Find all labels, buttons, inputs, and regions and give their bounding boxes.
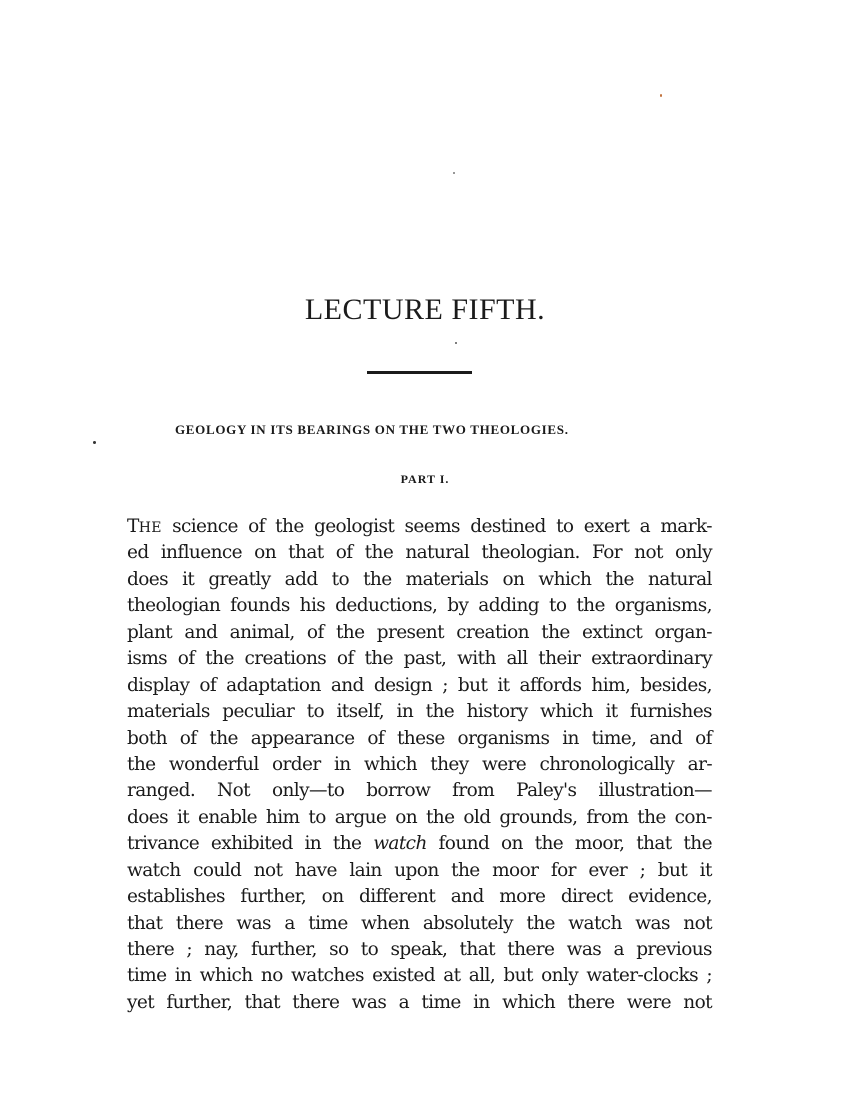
body-word: that (459, 939, 495, 960)
body-word: in (174, 965, 192, 987)
body-word: in (304, 833, 322, 855)
body-word: of (179, 727, 197, 749)
body-word: the (534, 833, 564, 855)
body-word: present (376, 621, 444, 643)
body-word: theologian (127, 595, 221, 617)
body-word: con- (674, 806, 712, 828)
body-line (127, 990, 712, 1016)
body-word: from (452, 780, 495, 802)
body-word: of (335, 542, 353, 564)
body-word: only—to (271, 780, 345, 802)
body-word: found (438, 833, 490, 855)
body-word: not (253, 859, 283, 881)
body-word: greatly (208, 568, 271, 590)
body-word: direct (560, 886, 613, 908)
body-word: only (674, 542, 712, 564)
body-word: ar- (687, 753, 712, 775)
body-word: argue (334, 806, 387, 828)
body-word: the (335, 621, 365, 643)
body-word: adaptation (226, 674, 321, 696)
body-word: the (605, 568, 634, 590)
body-line (127, 567, 712, 593)
body-line (127, 911, 712, 937)
body-word: which (199, 965, 253, 987)
body-word: that (288, 542, 324, 564)
body-line (127, 699, 712, 725)
body-word: a (613, 939, 624, 960)
body-word: ever (588, 859, 628, 881)
body-word: ; (706, 965, 712, 987)
body-word: was (635, 912, 670, 934)
body-word: plant (127, 621, 173, 643)
body-word: ; (186, 939, 193, 960)
body-word: previous (636, 939, 712, 960)
body-word: when (361, 912, 410, 934)
body-word: they (430, 753, 469, 775)
body-line (127, 726, 712, 752)
body-word: lain (349, 859, 382, 881)
body-word: there (127, 939, 175, 960)
body-word: was (236, 912, 271, 934)
body-word: it (699, 859, 712, 881)
body-word: ; (442, 674, 448, 696)
section-subtitle: GEOLOGY IN ITS BEARINGS ON THE TWO THEOLOGIES. (175, 422, 569, 437)
italic-word: watch (373, 833, 427, 855)
body-word: in (396, 701, 414, 723)
body-word: on (395, 806, 418, 828)
body-word: these (396, 727, 445, 749)
body-word: creations (244, 648, 327, 670)
paper-speck (660, 94, 662, 97)
body-word: there (567, 991, 615, 1013)
body-word: which (540, 701, 593, 723)
body-word: extinct (582, 621, 643, 643)
body-word: both (127, 727, 167, 749)
body-word: not (634, 542, 663, 564)
body-word: past, (403, 648, 447, 670)
lead-word (127, 514, 162, 540)
body-word: have (294, 859, 337, 881)
body-word: was (566, 939, 602, 960)
body-word: the (637, 806, 666, 828)
body-word: different (359, 886, 436, 908)
body-word: him (265, 806, 300, 828)
body-word: not (683, 991, 712, 1013)
body-word: besides, (640, 674, 712, 696)
body-word: the (364, 542, 394, 564)
body-word: there (507, 939, 555, 960)
body-word: further, (166, 991, 233, 1013)
body-word: all, (468, 965, 496, 987)
body-word: geologist (313, 516, 395, 537)
body-word: grounds, (499, 806, 578, 828)
body-word: moor (492, 859, 539, 881)
body-paragraph (127, 514, 712, 1016)
body-word: by (447, 595, 469, 617)
body-word: and (450, 886, 484, 908)
body-word: that (636, 833, 672, 855)
body-word: were (626, 991, 671, 1013)
body-word: For (591, 542, 622, 564)
body-word: chronologically (539, 753, 675, 775)
body-word: watch (568, 912, 622, 934)
paper-speck (455, 342, 457, 344)
body-word: could (193, 859, 242, 881)
body-word: and (184, 621, 218, 643)
body-word: exert (583, 516, 630, 537)
body-word: on (501, 833, 523, 855)
body-word: trivance (127, 833, 200, 855)
body-word: absolutely (422, 912, 513, 934)
body-word: it (605, 701, 618, 723)
body-word: peculiar (222, 701, 295, 723)
body-word: establishes (127, 886, 225, 908)
body-word: of (248, 516, 265, 537)
body-word: of (367, 727, 385, 749)
lead-word-initial: T (127, 516, 139, 537)
body-word: him, (591, 674, 631, 696)
body-word: it (497, 674, 510, 696)
body-word: the (275, 516, 304, 537)
body-word: at (443, 965, 461, 987)
body-word: the (425, 806, 455, 828)
body-word: seems (404, 516, 460, 537)
body-word: display (127, 674, 190, 696)
body-word: the (205, 648, 234, 670)
body-word: moor, (574, 833, 625, 855)
body-word: to (360, 939, 379, 960)
paper-speck (453, 172, 455, 174)
body-word: history (466, 701, 528, 723)
body-word: the (332, 833, 362, 855)
body-word: the (526, 912, 555, 934)
body-word: existed (372, 965, 435, 987)
body-word: borrow (366, 780, 431, 802)
body-word: itself, (336, 701, 385, 723)
body-line (127, 937, 712, 963)
body-word: time, (591, 727, 637, 749)
body-word: the (209, 727, 238, 749)
body-word: organ- (654, 621, 712, 643)
body-word: the (683, 833, 712, 855)
lecture-title: LECTURE FIFTH. (304, 293, 546, 326)
body-word: but (503, 965, 533, 987)
body-word: was (351, 991, 387, 1013)
body-line (127, 646, 712, 672)
body-word: but (657, 859, 688, 881)
body-word: of (199, 674, 217, 696)
body-word: illustration— (598, 780, 712, 802)
body-line (127, 514, 712, 540)
body-word: science (172, 516, 238, 537)
body-word: there (175, 912, 223, 934)
body-word: to (306, 701, 325, 723)
body-word: old (463, 806, 491, 828)
body-word: does (127, 806, 169, 828)
body-word: ed (127, 542, 149, 564)
body-word: of (695, 727, 712, 749)
body-word: and (330, 674, 364, 696)
body-word: which (502, 991, 556, 1013)
body-word: and (649, 727, 683, 749)
body-word: appearance (250, 727, 355, 749)
body-word: upon (394, 859, 439, 881)
body-word: on (502, 568, 525, 590)
body-word: of (177, 648, 195, 670)
body-word: of (336, 648, 354, 670)
body-word: his (299, 595, 326, 617)
body-word: the (451, 859, 480, 881)
body-word: more (499, 886, 546, 908)
body-word: evidence, (628, 886, 712, 908)
body-word: but (457, 674, 488, 696)
body-word: in (333, 753, 351, 775)
body-word: adding (478, 595, 540, 617)
body-word: theologian. (481, 542, 580, 564)
body-word: ; (639, 859, 646, 881)
body-word: the (576, 595, 605, 617)
body-word: Paley's (516, 780, 577, 802)
body-word: watches (291, 965, 364, 987)
body-word: order (272, 753, 321, 775)
body-line (127, 778, 712, 804)
body-word: destined (470, 516, 546, 537)
body-word: extraordinary (591, 648, 712, 670)
body-word: a (398, 991, 409, 1013)
body-word: natural (405, 542, 470, 564)
body-word: organisms (457, 727, 550, 749)
body-word: mark- (660, 516, 712, 537)
body-word: so (329, 939, 349, 960)
body-word: that (127, 912, 163, 934)
body-word: ranged. (127, 780, 196, 802)
body-word: there (292, 991, 340, 1013)
body-word: on (321, 886, 344, 908)
body-word: further, (240, 886, 307, 908)
body-word: natural (647, 568, 712, 590)
body-word: isms (127, 648, 168, 670)
body-word: furnishes (630, 701, 712, 723)
body-word: with (457, 648, 496, 670)
body-line (127, 805, 712, 831)
paper-speck (93, 441, 96, 444)
body-word: that (244, 991, 280, 1013)
body-word: no (260, 965, 283, 987)
body-word: speak, (390, 939, 448, 960)
body-line (127, 858, 712, 884)
body-word: a (639, 516, 651, 537)
body-word: add (284, 568, 318, 590)
body-word: enable (198, 806, 258, 828)
body-word: the (363, 568, 392, 590)
body-word: does (127, 568, 169, 590)
body-word: all (506, 648, 528, 670)
body-word: to (308, 806, 326, 828)
body-word: from (586, 806, 629, 828)
body-word: were (481, 753, 527, 775)
body-word: time (308, 912, 348, 934)
body-word: further, (251, 939, 317, 960)
body-word: time (127, 965, 167, 987)
body-word: on (254, 542, 277, 564)
body-word: their (538, 648, 581, 670)
lead-word-rest: HE (138, 520, 162, 536)
body-word: exhibited (210, 833, 293, 855)
body-word: which (538, 568, 592, 590)
body-word: organisms, (614, 595, 712, 617)
body-word: influence (160, 542, 243, 564)
body-word: to (549, 595, 567, 617)
body-word: not (683, 912, 712, 934)
body-word: a (284, 912, 295, 934)
body-word: the (364, 648, 393, 670)
body-word: creation (456, 621, 529, 643)
body-word: wonderful (168, 753, 259, 775)
body-word: to (331, 568, 350, 590)
body-word: of (306, 621, 324, 643)
body-word: materials (405, 568, 489, 590)
body-word: nay, (204, 939, 239, 960)
body-line (127, 540, 712, 566)
body-word: which (363, 753, 417, 775)
body-line (127, 620, 712, 646)
body-word: it (176, 806, 190, 828)
body-line (127, 963, 712, 989)
body-word: it (182, 568, 195, 590)
body-word: Not (217, 780, 251, 802)
body-word: in (562, 727, 579, 749)
body-word: deductions, (335, 595, 438, 617)
body-word: in (473, 991, 490, 1013)
body-word: founds (230, 595, 290, 617)
title-rule (367, 371, 472, 374)
body-word: the (541, 621, 570, 643)
body-word: animal, (229, 621, 295, 643)
body-word: for (550, 859, 576, 881)
body-line (127, 752, 712, 778)
body-word: only (541, 965, 579, 987)
body-word: water-clocks (586, 965, 699, 987)
part-label: PART I. (400, 472, 450, 486)
body-line (127, 884, 712, 910)
body-word: watch (127, 859, 181, 881)
body-line (127, 593, 712, 619)
body-word: time (421, 991, 461, 1013)
body-word: the (127, 753, 156, 775)
body-word: design (373, 674, 433, 696)
body-word: affords (519, 674, 582, 696)
body-word: materials (127, 701, 210, 723)
body-line (127, 831, 712, 857)
body-word: to (556, 516, 574, 537)
body-word: yet (127, 991, 155, 1013)
body-line (127, 673, 712, 699)
body-word: the (425, 701, 455, 723)
